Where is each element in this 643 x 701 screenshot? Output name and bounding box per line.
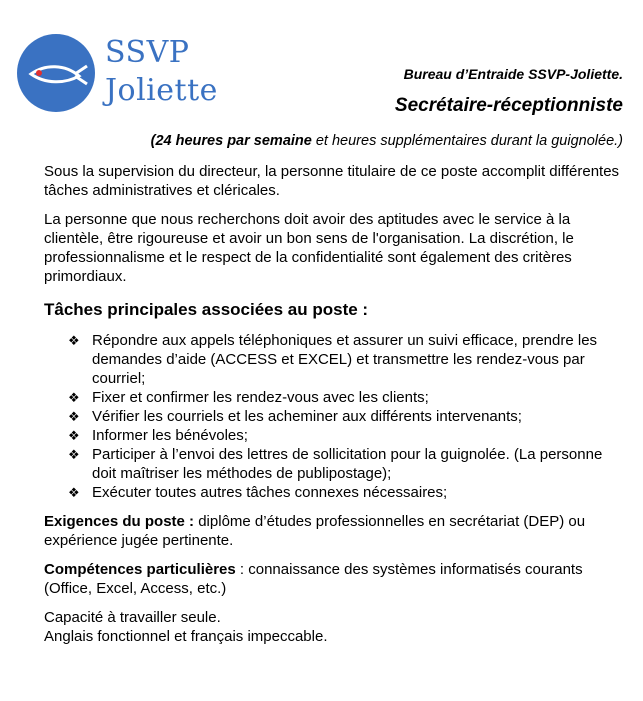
skills-paragraph (44, 560, 624, 598)
task-text: Répondre aux appels téléphoniques et assurer un suivi efficace, prendre les demandes d’aide (ACCESS et EXCEL) et transmettre les rendez-vous par courriel; (92, 332, 598, 387)
skills-text: : connaissance des systèmes informatisés courants (Office, Excel, Access, etc.) (44, 561, 583, 597)
organization-name: Bureau d’Entraide SSVP-Joliette. (403, 66, 623, 82)
task-text: Informer les bénévoles; (92, 427, 248, 444)
intro-paragraph: Sous la supervision du directeur, la personne titulaire de ce poste accomplit différentes tâches administratives et cléricales. (44, 163, 620, 199)
list-item (68, 445, 624, 483)
diamond-bullet-icon: ❖ (68, 447, 80, 462)
task-text: Participer à l’envoi des lettres de sollicitation pour la guignolée. (La personne doit maîtriser les méthodes de publipostage); (92, 446, 603, 482)
hours-bold: (24 heures par semaine (150, 133, 312, 149)
task-text: Fixer et confirmer les rendez-vous avec les clients; (92, 389, 429, 406)
hours-line (151, 133, 623, 149)
tasks-heading: Tâches principales associées au poste : (44, 300, 369, 319)
diamond-bullet-icon: ❖ (68, 485, 80, 500)
task-text: Vérifier les courriels et les acheminer aux différents intervenants; (92, 408, 522, 425)
closing-line2: Anglais fonctionnel et français impeccable. (44, 628, 328, 645)
logo-emblem (17, 34, 95, 112)
skills-label: Compétences particulières (44, 561, 236, 578)
list-item (68, 331, 624, 388)
list-item (68, 388, 624, 407)
job-title: Secrétaire-réceptionniste (394, 95, 623, 116)
fish-icon (17, 34, 95, 112)
logo-line1: SSVP (105, 35, 190, 70)
intro-paragraph: La personne que nous recherchons doit avoir des aptitudes avec le service à la clientèle, être rigoureuse et avoir un bon sens de l'organisation. La discrétion, le professionnalisme et le respect de la confidentialité sont également des critères primordiaux. (44, 211, 574, 285)
logo-wordmark (105, 34, 218, 110)
diamond-bullet-icon: ❖ (68, 409, 80, 424)
logo-line2: Joliette (105, 73, 218, 108)
tasks-list (44, 331, 624, 502)
list-item (68, 407, 624, 426)
diamond-bullet-icon: ❖ (68, 333, 80, 348)
list-item (68, 483, 624, 502)
diamond-bullet-icon: ❖ (68, 390, 80, 405)
list-item (68, 426, 624, 445)
closing-line1: Capacité à travailler seule. (44, 609, 221, 626)
diamond-bullet-icon: ❖ (68, 428, 80, 443)
closing-paragraph (44, 608, 624, 646)
requirements-paragraph (44, 512, 624, 550)
job-description (44, 162, 624, 656)
ssvp-logo (17, 34, 247, 114)
requirements-text: diplôme d’études professionnelles en secrétariat (DEP) ou expérience jugée pertinente. (44, 513, 586, 549)
task-text: Exécuter toutes autres tâches connexes nécessaires; (92, 484, 448, 501)
requirements-label: Exigences du poste : (44, 513, 195, 530)
hours-rest: et heures supplémentaires durant la guignolée.) (311, 133, 623, 149)
